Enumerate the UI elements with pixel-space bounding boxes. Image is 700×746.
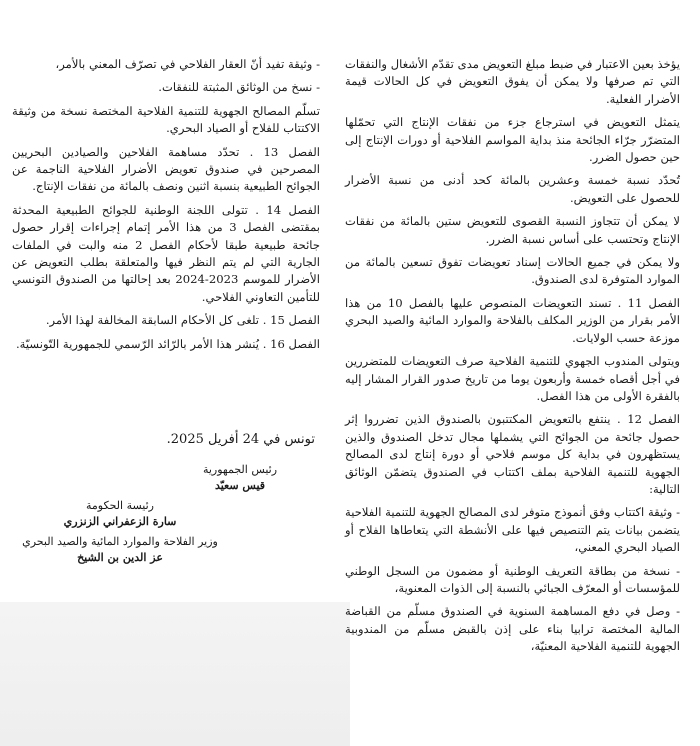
- paragraph: ولا يمكن في جميع الحالات إسناد تعويضات تفوق تسعين بالمائة من الموارد المتوفرة لدى الصندوق.: [345, 255, 680, 287]
- paragraph: يتمثل التعويض في استرجاع جزء من نفقات الإنتاج التي تحمّلها المتضرّر جرّاء الجائحة منذ بداية المواسم الفلاحية أو دورات الإنتاج إلى حين حصول الضرر.: [345, 115, 680, 165]
- list-item: - نسخ من الوثائق المثبتة للنفقات.: [158, 80, 320, 95]
- article-16: الفصل 16 . يُنشر هذا الأمر بالرّائد الرّسمي للجمهورية التّونسيّة.: [16, 336, 320, 351]
- article-11: الفصل 11 . تسند التعويضات المنصوص عليها بالفصل 10 من هذا الأمر بقرار من الوزير المكلف بالفلاحة والموارد المائية والصيد البحري موزعة حسب الولايات.: [345, 295, 680, 345]
- article-15: الفصل 15 . تلغى كل الأحكام السابقة المخالفة لهذا الأمر.: [45, 313, 320, 328]
- scan-shadow: [0, 602, 350, 746]
- hog-signature: [20, 498, 220, 530]
- minister-title: وزير الفلاحة والموارد المائية والصيد البحري: [22, 535, 218, 548]
- list-item: - نسخة من بطاقة التعريف الوطنية أو مضمون من السجل الوطني للمؤسسات أو المعرّف الجبائي بالنسبة إلى الذوات المعنوية،: [345, 563, 680, 595]
- president-name: قيس سعيّد: [214, 479, 266, 492]
- article-12: الفصل 12 . ينتفع بالتعويض المكتتبون بالصندوق الذين تضرروا إثر حصول جائحة من الجوائح التي يشملها مجال تدخل الصندوق والذين يستظهرون في بداية كل موسم فلاحي أو دورة إنتاج لدى المصالح الجهوية للتنمية الفلاحية بملف اكتتاب في الصندوق يتضمّن الوثائق التالية:: [345, 412, 681, 496]
- left-column: [12, 56, 320, 359]
- minister-name: عز الدين بن الشيخ: [77, 551, 163, 564]
- minister-signature: [20, 534, 220, 566]
- paragraph: يؤخذ بعين الاعتبار في ضبط مبلغ التعويض مدى تقدّم الأشغال والنفقات التي تم صرفها ولا يمكن أن يفوق التعويض في كل الحالات قيمة الأضرار الفعلية.: [345, 57, 680, 106]
- paragraph: لا يمكن أن تتجاوز النسبة القصوى للتعويض ستين بالمائة من نفقات الإنتاج وتحتسب على أساس نسبة الضرر.: [345, 214, 680, 246]
- signing-date: تونس في 24 أفريل 2025.: [166, 432, 315, 447]
- president-title: رئيس الجمهورية: [202, 463, 278, 476]
- list-item: - وثيقة تفيد أنّ العقار الفلاحي في تصرّف المعني بالأمر،: [55, 57, 320, 71]
- president-signature: [180, 462, 300, 494]
- hog-name: سارة الزعفراني الزنزري: [63, 515, 177, 528]
- list-item: - وصل في دفع المساهمة السنوية في الصندوق مسلّم من القباضة المالية المختصة ترابيا بناء على إذن بالقبض مسلّم من المندوبية الجهوية للتنمية الفلاحية المعنيّة،: [345, 604, 680, 654]
- paragraph: تُحدّد نسبة خمسة وعشرين بالمائة كحد أدنى من نسبة الأضرار للحصول على التعويض.: [345, 173, 680, 205]
- hog-title: رئيسة الحكومة: [86, 499, 154, 512]
- article-13: الفصل 13 . تحدّد مساهمة الفلاحين والصيادين البحريين المصرحين في صندوق تعويض الأضرار الفلاحية الناجمة عن الجوائح الطبيعية بنسبة اثنين ونصف بالمائة من نفقات الإنتاج.: [12, 144, 320, 194]
- paragraph: تسلّم المصالح الجهوية للتنمية الفلاحية المختصة نسخة من وثيقة الاكتتاب للفلاح أو الصياد البحري.: [12, 103, 320, 136]
- paragraph: ويتولى المندوب الجهوي للتنمية الفلاحية صرف التعويضات للمتضررين في أجل أقصاه خمسة وأربعون يوما من تاريخ صدور القرار المشار إليه بالفقرة الأولى من هذا الفصل.: [345, 354, 680, 403]
- list-item: - وثيقة اكتتاب وفق أنموذج متوفر لدى المصالح الجهوية للتنمية الفلاحية يتضمن بيانات يتم التنصيص فيها على الأنشطة التي يتعاطاها الفلاح أو الصياد البحري المعني،: [345, 505, 680, 555]
- article-14: الفصل 14 . تتولى اللجنة الوطنية للجوائح الطبيعية المحدثة بمقتضى الفصل 3 من هذا الأمر إتمام إجراءات إقرار حصول جائحة طبيعية طبقا لأحكام الفصل 2 منه والبت في الملفات الجارية التي لم يتم النظر فيها والمتعلقة بطلب التعويض عن الأضرار للموسم 2023-2024 بعد إحالتها من الصندوق التونسي للتأمين التعاوني الفلاحي.: [12, 202, 321, 304]
- right-column: [345, 56, 680, 662]
